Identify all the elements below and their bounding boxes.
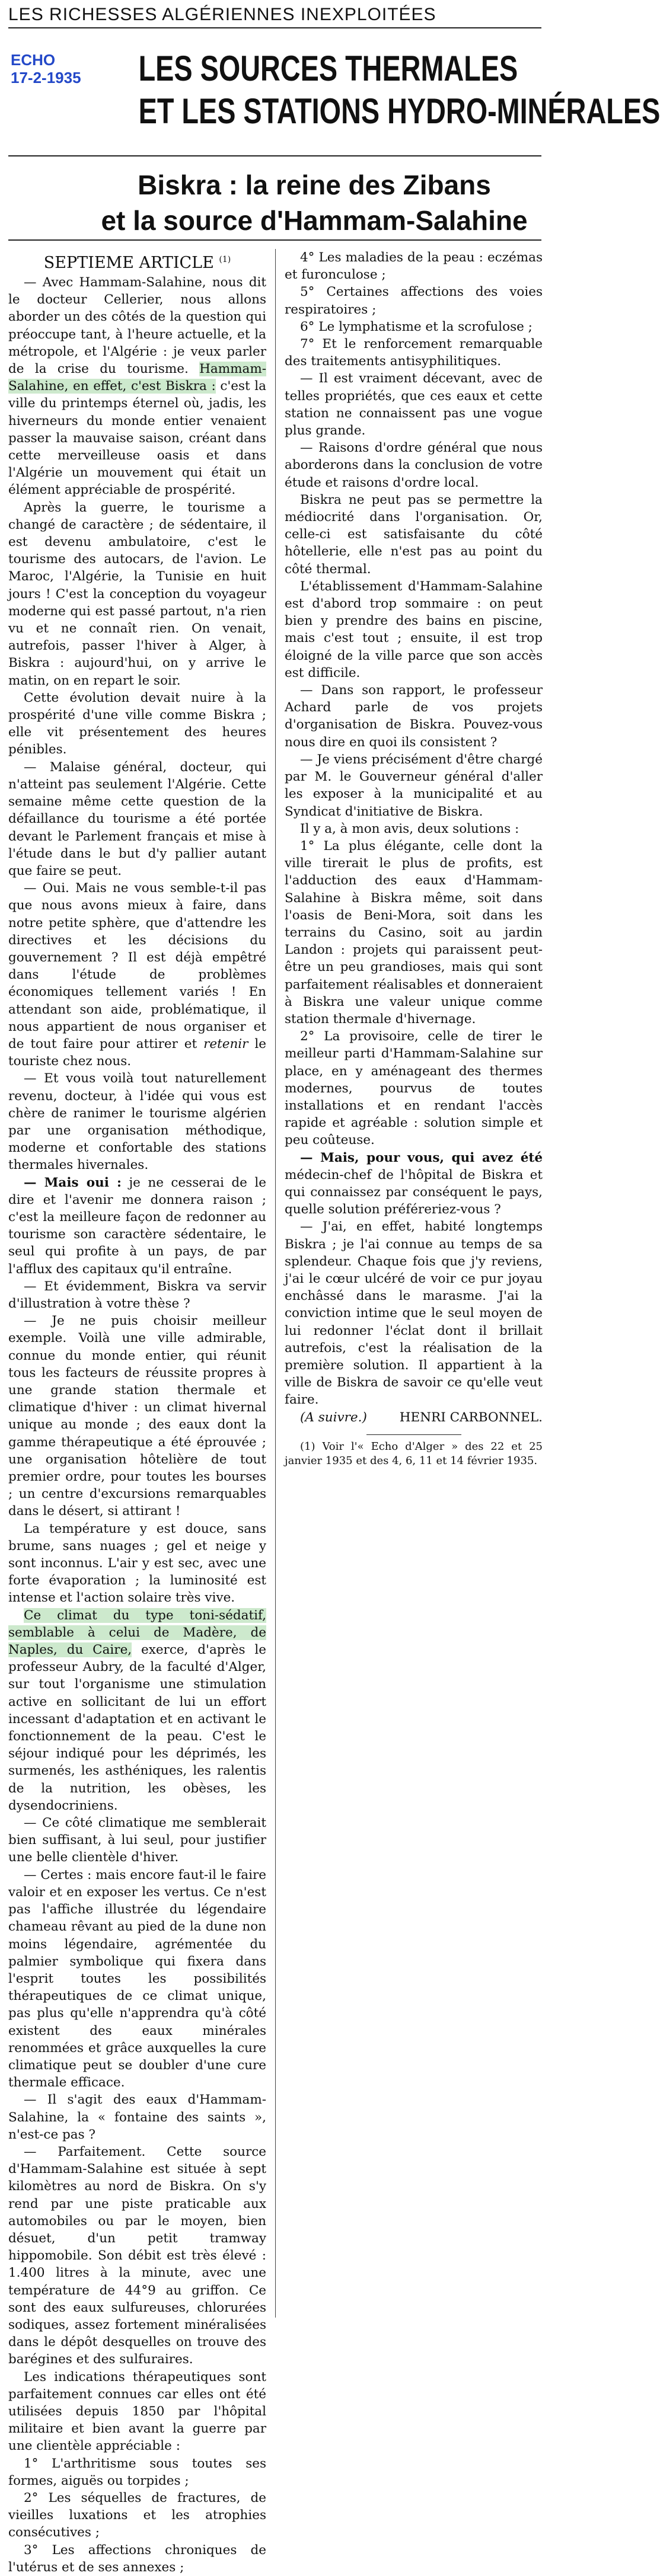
stamp-date: 17-2-1935 [11,69,81,87]
list-item: 2° Les séquelles de fractures, de vieilles luxations et les atrophies consécutives ; [8,2491,266,2540]
paragraph: — Ce côté climatique me semblerait bien suffisant, à lui seul, pour justifier une belle clientèle d'hiver. [8,1816,266,1865]
paragraph: — Mais, pour vous, qui avez été médecin-chef de l'hôpital de Biskra et qui connaissez par conséquent le pays, quelle solution préféreriez-vous ? [285,1150,543,1217]
highlighted-text: Hammam-Salahine, en effet, c'est Biskra : [8,362,266,394]
list-item: 1° L'arthritisme sous toutes ses formes, aiguës ou torpides ; [8,2456,266,2488]
list-item: 6° Le lymphatisme et la scrofulose ; [300,319,533,334]
paragraph: 1° La plus élégante, celle dont la ville tirerait le plus de profits, est l'adduction des eaux d'Hammam-Salahine à Biskra même, soit dans l'oasis de Beni-Mora, soit dans les terrains du Casino, soit au jardin Landon : projets qui paraissent peut-être un peu grandioses, mais qui sont parfaitement réalisables et donneraient à Biskra une valeur unique comme station thermale d'hivernage. [285,838,543,1027]
highlighted-text: Ce climat du type toni-sédatif, semblable à celui de Madère, de Naples, du Caire, [8,1607,266,1658]
paragraph: — Il s'agit des eaux d'Hammam-Salahine, la « fontaine des saints », n'est-ce pas ? [8,2092,266,2142]
divider-rule [8,239,541,241]
paragraph: — Oui. Mais ne vous semble-t-il pas que nous avons mieux à faire, dans notre petite sphère, que d'attendre les directives et les décisions du gouvernement ? Il est déjà empêtré dans l'étude de problèmes économiques tellement variés ! En attendant son aide, problématique, il nous appartient de nous organiser et de tout faire pour attirer et retenir le touriste chez nous. [8,881,266,1069]
headline [138,47,660,133]
list-item: 7° Et le renforcement remarquable des traitements antisyphilitiques. [285,337,543,369]
subheadline [89,167,540,238]
paragraph: — J'ai, en effet, habité longtemps Biskra ; je l'ai connue au temps de sa splendeur. Chaque fois que j'y reviens, j'ai le cœur ulcéré de voir ce pur joyau enchâssé dans le marasme. J'ai la conviction intime que le seul moyen de lui redonner l'éclat dont il brillait autrefois, c'est la réalisation de la première solution. Il appartient à la ville de Biskra de savoir ce qu'elle veut faire. [285,1219,543,1408]
paragraph: — Certes : mais encore faut-il le faire valoir et en exposer les vertus. Ce n'est pas l'affiche illustrée du légendaire chameau rêvant au pied de la dune non moins légendaire, agrémentée du palmier symbolique qui fixera dans l'esprit toutes les possibilités thérapeutiques de ce climat unique, pas plus qu'elle n'apprendra qu'à côté existent des eaux minérales renommées et grâce auxquelles la cure climatique peut se doubler d'une cure thermale efficace. [8,1867,266,2091]
paragraph: — Mais oui : je ne cesserai de le dire et l'avenir me donnera raison ; c'est la meilleure façon de redonner au tourisme son caractère sédentaire, le seul qui profite à un pays, de par l'afflux des capitaux qu'il entraîne. [8,1175,266,1277]
list-item: 5° Certaines affections des voies respiratoires ; [285,285,543,317]
paragraph: 2° La provisoire, celle de tirer le meilleur parti d'Hammam-Salahine sur place, en y aménageant des thermes modernes, pourvus de toutes installations et en rendant l'accès rapide et agréable : solution simple et peu coûteuse. [285,1029,543,1148]
paragraph: Après la guerre, le tourisme a changé de caractère ; de sédentaire, il est devenu ambulatoire, c'est le tourisme des autocars, de l'avion. Le Maroc, l'Algérie, la Tunisie en huit jours ! C'est la conception du voyageur moderne qui est passé partout, n'a rien vu et ne connaît rien. On venait, autrefois, passer l'hiver à Alger, à Biskra : aujourd'hui, on y arrive le matin, on en repart le soir. [8,500,266,688]
section-title: SEPTIEME ARTICLE $^{(1)}$ [43,254,231,272]
paragraph: Les indications thérapeutiques sont parfaitement connues car elles ont été utilisées depuis 1850 par l'hôpital militaire et bien avant la guerre par une clientèle appréciable : [8,2369,266,2454]
paragraph: — Et vous voilà tout naturellement revenu, docteur, à l'idée qui vous est chère de ranimer le tourisme algérien par une organisation méthodique, moderne et confortable des stations thermales hivernales. [8,1071,266,1173]
paragraph: — Parfaitement. Cette source d'Hammam-Salahine est située à sept kilomètres au nord de Biskra. On s'y rend par une piste praticable aux automobiles ou par le moyen, bien désuet, d'un petit tramway hippomobile. Son débit est très élevé : 1.400 litres à la minute, avec une température de 44°9 au griffon. Ce sont des eaux sulfureuses, chlorurées sodiques, assez fortement minéralisées dans le dépôt desquelles on trouve des barégines et des sulfuraires. [8,2144,266,2367]
archive-stamp [11,51,81,87]
list-item: 3° Les affections chroniques de l'utérus et de ses annexes ; [8,2542,266,2575]
subheadline-line-1: Biskra : la reine des Zibans [138,170,491,200]
list-item: 4° Les maladies de la peau : eczémas et furonculose ; [285,250,543,283]
kicker-title: LES RICHESSES ALGÉRIENNES INEXPLOITÉES [8,5,541,28]
divider-rule [8,155,541,156]
footnote-separator [366,1434,461,1435]
paragraph: Il y a, à mon avis, deux solutions : [300,821,519,836]
paragraph: Cette évolution devait nuire à la prospérité d'une ville comme Biskra ; elle vit présentement des heures pénibles. [8,690,266,758]
article-column-right [285,249,543,1467]
stamp-source: ECHO [11,51,56,69]
paragraph: — Dans son rapport, le professeur Achard parle de vos projets d'organisation de Biskra. Pouvez-vous nous dire en quoi ils consistent ? [285,683,543,750]
paragraph: — Il est vraiment décevant, avec de telles propriétés, que ces eaux et cette station ne connaissent pas une vogue plus grande. [285,371,543,439]
signature-line [285,1409,543,1426]
headline-line-1: LES SOURCES THERMALES [138,49,518,88]
to-be-continued: (A suivre.) [300,1410,367,1425]
paragraph: L'établissement d'Hammam-Salahine est d'abord trop sommaire : on peut bien y prendre des bains en piscine, mais c'est tout ; ensuite, il est trop éloigné de la ville parce que son accès est difficile. [285,579,543,680]
column-separator [275,249,276,2318]
subheadline-line-2: et la source d'Hammam-Salahine [101,205,528,236]
article-column-left [8,249,266,2575]
paragraph: La température y est douce, sans brume, sans nuages ; gel et neige y sont inconnus. L'air y est sec, avec une forte évaporation ; la luminosité est intense et l'action solaire très vive. [8,1521,266,1606]
footnote-ref: (1) [219,255,231,264]
paragraph: — Et évidemment, Biskra va servir d'illustration à votre thèse ? [8,1279,266,1311]
paragraph: — Je viens précisément d'être chargé par M. le Gouverneur général d'aller les exposer à la municipalité et au Syndicat d'initiative de Biskra. [285,752,543,819]
paragraph: Ce climat du type toni-sédatif, semblable à celui de Madère, de Naples, du Caire, exerce, d'après le professeur Aubry, de la faculté d'Alger, sur tout l'organisme une stimulation active en sollicitant de lui un effort incessant d'adaptation et en activant le fonctionnement de la peau. C'est le séjour indiqué pour les déprimés, les surmenés, les asthéniques, les ralentis de la nutrition, les obèses, les dysendocriniens. [8,1607,266,1813]
paragraph: — Avec Hammam-Salahine, nous dit le docteur Cellerier, nous allons aborder un des côtés de la question qui préoccupe tant, à l'heure actuelle, et la métropole, et l'Algérie : je veux parler de la crise du tourisme. Hammam-Salahine, en effet, c'est Biskra : c'est la ville du printemps éternel où, jadis, les hiverneurs du monde entier venaient passer la mauvaise saison, créant dans cette merveilleuse oasis et dans l'Algérie un mouvement qui était un élément appréciable de prospérité. [8,275,266,498]
paragraph: — Je ne puis choisir meilleur exemple. Voilà une ville admirable, connue du monde entier, qui réunit tous les facteurs de réussite propres à une grande station thermale et climatique d'hiver : un climat hivernal unique au monde ; des eaux dont la gamme thérapeutique a été éprouvée ; une organisation hôtelière de tout premier ordre, pour toutes les bourses ; un centre d'excursions remarquables dans le désert, si attirant ! [8,1313,266,1519]
author-name: HENRI CARBONNEL. [399,1410,543,1425]
footnote: (1) Voir l'« Echo d'Alger » des 22 et 25 janvier 1935 et des 4, 6, 11 et 14 février 1935. [285,1440,543,1467]
headline-line-2: ET LES STATIONS HYDRO-MINÉRALES [138,91,660,131]
paragraph: — Raisons d'ordre général que nous aborderons dans la conclusion de votre étude et raisons d'ordre local. [285,440,543,490]
paragraph: — Malaise général, docteur, qui n'atteint pas seulement l'Algérie. Cette semaine même cette question de la défaillance du tourisme a été portée devant le Parlement français et mise à l'étude dans le but d'y pallier autant que faire se peut. [8,759,266,878]
paragraph: Biskra ne peut pas se permettre la médiocrité dans l'organisation. Or, celle-ci est satisfaisante du côté hôtellerie, elle n'est pas au point du côté thermal. [285,492,543,577]
